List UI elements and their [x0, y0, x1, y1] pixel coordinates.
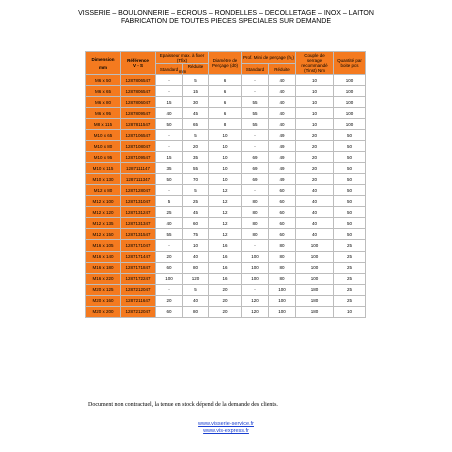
cell-epaisseur-standard: - — [156, 86, 183, 97]
table-row — [86, 185, 366, 196]
website-link-vis-express[interactable]: www.vis-express.fr — [203, 428, 249, 434]
cell-couple: 20 — [296, 174, 334, 185]
cell-reference: 1287171047 — [121, 240, 156, 251]
cell-profondeur-standard: - — [242, 284, 269, 295]
header-reference — [121, 52, 156, 75]
table-row — [86, 119, 366, 130]
document-header — [0, 10, 452, 26]
cell-quantite: 25 — [334, 251, 366, 262]
cell-couple: 10 — [296, 75, 334, 86]
table-row — [86, 306, 366, 317]
cell-profondeur-standard: - — [242, 240, 269, 251]
table-row — [86, 97, 366, 108]
cell-profondeur-standard: 80 — [242, 196, 269, 207]
header-row-1 — [86, 52, 366, 64]
cell-epaisseur-standard: - — [156, 185, 183, 196]
table-body — [86, 75, 366, 318]
table-row — [86, 75, 366, 86]
cell-epaisseur-standard: - — [156, 75, 183, 86]
specification-table — [85, 51, 366, 318]
cell-epaisseur-standard: 60 — [156, 306, 183, 317]
cell-profondeur-standard: 100 — [242, 273, 269, 284]
cell-couple: 100 — [296, 262, 334, 273]
cell-profondeur-reduite: 40 — [269, 75, 296, 86]
cell-epaisseur-standard: 25 — [156, 207, 183, 218]
cell-profondeur-reduite: 60 — [269, 229, 296, 240]
cell-dimension: M10 x 130 — [86, 174, 121, 185]
cell-diametre: 6 — [209, 86, 242, 97]
cell-epaisseur-reduite: 60 — [183, 218, 209, 229]
cell-reference: 1287108047 — [121, 141, 156, 152]
cell-epaisseur-standard: 15 — [156, 97, 183, 108]
cell-epaisseur-reduite: 20 — [183, 141, 209, 152]
disclaimer-note: Document non contractuel, la tenue en stock dépend de la demande des clients. — [88, 402, 278, 408]
header-profondeur: Prof. Mini de perçage (h₁) — [242, 52, 296, 64]
table-row — [86, 108, 366, 119]
cell-diametre: 12 — [209, 207, 242, 218]
cell-profondeur-standard: 55 — [242, 119, 269, 130]
cell-diametre: 8 — [209, 119, 242, 130]
cell-quantite: 100 — [334, 108, 366, 119]
header-epaisseur-reduite-label: Réduite — [187, 64, 204, 69]
cell-epaisseur-reduite: 5 — [183, 75, 209, 86]
cell-couple: 100 — [296, 273, 334, 284]
table-row — [86, 207, 366, 218]
table-row — [86, 174, 366, 185]
cell-dimension: M6 x 50 — [86, 75, 121, 86]
cell-reference: 1287811547 — [121, 119, 156, 130]
cell-epaisseur-reduite: 45 — [183, 207, 209, 218]
cell-diametre: 10 — [209, 174, 242, 185]
cell-diametre: 12 — [209, 229, 242, 240]
cell-couple: 10 — [296, 86, 334, 97]
cell-diametre: 6 — [209, 108, 242, 119]
cell-epaisseur-standard: - — [156, 240, 183, 251]
cell-epaisseur-standard: 35 — [156, 163, 183, 174]
cell-couple: 100 — [296, 240, 334, 251]
cell-profondeur-reduite: 80 — [269, 262, 296, 273]
cell-quantite: 10 — [334, 306, 366, 317]
cell-dimension: M16 x 140 — [86, 251, 121, 262]
cell-profondeur-standard: 55 — [242, 108, 269, 119]
cell-dimension: M12 x 150 — [86, 229, 121, 240]
cell-profondeur-standard: 55 — [242, 97, 269, 108]
cell-dimension: M12 x 135 — [86, 218, 121, 229]
cell-profondeur-standard: 80 — [242, 229, 269, 240]
cell-diametre: 20 — [209, 306, 242, 317]
cell-epaisseur-standard: 60 — [156, 262, 183, 273]
table-row — [86, 130, 366, 141]
cell-diametre: 10 — [209, 152, 242, 163]
cell-quantite: 50 — [334, 130, 366, 141]
cell-profondeur-standard: - — [242, 75, 269, 86]
cell-reference: 1287131047 — [121, 196, 156, 207]
cell-couple: 40 — [296, 207, 334, 218]
cell-profondeur-standard: 80 — [242, 207, 269, 218]
cell-profondeur-standard: - — [242, 141, 269, 152]
cell-diametre: 12 — [209, 185, 242, 196]
header-dimension-unit: mm — [98, 64, 107, 70]
table-row — [86, 240, 366, 251]
cell-reference: 1287212047 — [121, 306, 156, 317]
cell-couple: 180 — [296, 306, 334, 317]
header-reference-label: Référence — [127, 58, 149, 63]
cell-profondeur-reduite: 60 — [269, 218, 296, 229]
cell-profondeur-standard: 120 — [242, 295, 269, 306]
cell-epaisseur-standard: - — [156, 130, 183, 141]
cell-quantite: 50 — [334, 185, 366, 196]
cell-dimension: M6 x 80 — [86, 97, 121, 108]
cell-quantite: 100 — [334, 86, 366, 97]
website-link-visserie-service[interactable]: www.visserie-service.fr — [198, 421, 254, 427]
cell-profondeur-reduite: 60 — [269, 185, 296, 196]
cell-couple: 180 — [296, 295, 334, 306]
table-row — [86, 273, 366, 284]
header-couple: Couple de serrage recommandé (Tinst) Nm — [296, 52, 334, 75]
cell-couple: 40 — [296, 229, 334, 240]
cell-epaisseur-reduite: 40 — [183, 251, 209, 262]
cell-reference: 1287806547 — [121, 86, 156, 97]
cell-profondeur-reduite: 80 — [269, 240, 296, 251]
cell-epaisseur-reduite: 35 — [183, 152, 209, 163]
cell-dimension: M16 x 180 — [86, 262, 121, 273]
table-row — [86, 196, 366, 207]
table-row — [86, 141, 366, 152]
cell-profondeur-standard: 80 — [242, 218, 269, 229]
cell-dimension: M6 x 65 — [86, 86, 121, 97]
cell-diametre: 16 — [209, 240, 242, 251]
header-dimension — [86, 52, 121, 75]
cell-quantite: 50 — [334, 174, 366, 185]
cell-epaisseur-reduite: 10 — [183, 240, 209, 251]
cell-dimension: M6 x 95 — [86, 108, 121, 119]
cell-reference: 1287106547 — [121, 130, 156, 141]
cell-reference: 1287806047 — [121, 97, 156, 108]
cell-epaisseur-reduite: 80 — [183, 262, 209, 273]
cell-epaisseur-standard: - — [156, 141, 183, 152]
cell-epaisseur-standard: 20 — [156, 295, 183, 306]
cell-dimension: M16 x 105 — [86, 240, 121, 251]
website-links — [0, 421, 452, 435]
cell-diametre: 20 — [209, 295, 242, 306]
cell-epaisseur-standard: 20 — [156, 251, 183, 262]
cell-quantite: 50 — [334, 152, 366, 163]
cell-reference: 1287111347 — [121, 174, 156, 185]
cell-couple: 180 — [296, 284, 334, 295]
cell-quantite: 25 — [334, 262, 366, 273]
cell-profondeur-reduite: 100 — [269, 295, 296, 306]
cell-profondeur-standard: 69 — [242, 152, 269, 163]
cell-diametre: 12 — [209, 196, 242, 207]
cell-profondeur-reduite: 40 — [269, 108, 296, 119]
cell-diametre: 10 — [209, 141, 242, 152]
cell-diametre: 6 — [209, 97, 242, 108]
cell-profondeur-reduite: 49 — [269, 130, 296, 141]
cell-reference: 1287128047 — [121, 185, 156, 196]
cell-profondeur-standard: - — [242, 185, 269, 196]
cell-epaisseur-standard: 100 — [156, 273, 183, 284]
cell-dimension: M12 x 80 — [86, 185, 121, 196]
cell-couple: 20 — [296, 130, 334, 141]
cell-dimension: M10 x 65 — [86, 130, 121, 141]
cell-profondeur-reduite: 40 — [269, 86, 296, 97]
table-row — [86, 152, 366, 163]
cell-dimension: M12 x 120 — [86, 207, 121, 218]
cell-profondeur-reduite: 80 — [269, 251, 296, 262]
table-row — [86, 86, 366, 97]
cell-profondeur-standard: 100 — [242, 262, 269, 273]
table-row — [86, 295, 366, 306]
table-row — [86, 218, 366, 229]
cell-profondeur-standard: 69 — [242, 174, 269, 185]
cell-epaisseur-standard: 15 — [156, 152, 183, 163]
cell-diametre: 16 — [209, 251, 242, 262]
cell-quantite: 50 — [334, 229, 366, 240]
cell-epaisseur-standard: 5 — [156, 196, 183, 207]
cell-reference: 1287171847 — [121, 262, 156, 273]
cell-reference: 1287809547 — [121, 108, 156, 119]
cell-quantite: 50 — [334, 141, 366, 152]
cell-quantite: 100 — [334, 119, 366, 130]
cell-reference: 1287131547 — [121, 229, 156, 240]
cell-dimension: M10 x 80 — [86, 141, 121, 152]
header-quantite: Quantité par boite pcs — [334, 52, 366, 75]
cell-epaisseur-reduite: 5 — [183, 130, 209, 141]
cell-couple: 40 — [296, 218, 334, 229]
cell-quantite: 100 — [334, 97, 366, 108]
table-row — [86, 262, 366, 273]
cell-reference: 1287109547 — [121, 152, 156, 163]
cell-quantite: 50 — [334, 196, 366, 207]
cell-profondeur-standard: - — [242, 86, 269, 97]
cell-dimension: M20 x 125 — [86, 284, 121, 295]
cell-diametre: 12 — [209, 218, 242, 229]
cell-epaisseur-reduite: 80 — [183, 306, 209, 317]
cell-profondeur-standard: 69 — [242, 163, 269, 174]
cell-quantite: 50 — [334, 218, 366, 229]
header-dimension-label: Dimension — [91, 56, 115, 62]
cell-epaisseur-reduite: 65 — [183, 119, 209, 130]
cell-profondeur-standard: 120 — [242, 306, 269, 317]
cell-reference: 1287211647 — [121, 295, 156, 306]
header-diametre: Diamètre de Perçage (d0) — [209, 52, 242, 75]
cell-epaisseur-reduite: 70 — [183, 174, 209, 185]
cell-reference: 1287131247 — [121, 207, 156, 218]
cell-couple: 40 — [296, 185, 334, 196]
header-line-2: FABRICATION DE TOUTES PIECES SPECIALES SUR DEMANDE — [120, 18, 332, 25]
cell-epaisseur-standard: 50 — [156, 119, 183, 130]
cell-epaisseur-reduite: 15 — [183, 86, 209, 97]
cell-reference: 1287111147 — [121, 163, 156, 174]
cell-profondeur-reduite: 49 — [269, 141, 296, 152]
cell-diametre: 10 — [209, 130, 242, 141]
header-line-1: VISSERIE – BOULONNERIE – ECROUS – RONDELLES – DECOLLETAGE – INOX – LAITON — [78, 10, 374, 17]
cell-quantite: 25 — [334, 295, 366, 306]
cell-dimension: M10 x 115 — [86, 163, 121, 174]
cell-quantite: 25 — [334, 273, 366, 284]
cell-profondeur-reduite: 49 — [269, 152, 296, 163]
cell-diametre: 6 — [209, 75, 242, 86]
cell-diametre: 16 — [209, 273, 242, 284]
cell-profondeur-reduite: 40 — [269, 97, 296, 108]
header-profondeur-standard: Standard — [242, 64, 269, 75]
cell-quantite: 50 — [334, 163, 366, 174]
cell-profondeur-standard: 100 — [242, 251, 269, 262]
table-row — [86, 284, 366, 295]
cell-profondeur-standard: - — [242, 130, 269, 141]
cell-profondeur-reduite: 100 — [269, 284, 296, 295]
cell-dimension: M20 x 200 — [86, 306, 121, 317]
cell-epaisseur-reduite: 25 — [183, 196, 209, 207]
cell-epaisseur-reduite: 30 — [183, 97, 209, 108]
cell-epaisseur-standard: 40 — [156, 218, 183, 229]
cell-dimension: M16 x 220 — [86, 273, 121, 284]
cell-diametre: 16 — [209, 262, 242, 273]
cell-quantite: 25 — [334, 240, 366, 251]
cell-couple: 10 — [296, 97, 334, 108]
cell-couple: 20 — [296, 163, 334, 174]
cell-quantite: 50 — [334, 207, 366, 218]
header-epaisseur-reduite — [178, 64, 209, 75]
cell-profondeur-reduite: 49 — [269, 163, 296, 174]
cell-epaisseur-reduite: 45 — [183, 108, 209, 119]
table-row — [86, 163, 366, 174]
cell-reference: 1287806547 — [121, 75, 156, 86]
cell-epaisseur-standard: 50 — [156, 174, 183, 185]
header-profondeur-reduite: Réduite — [269, 64, 296, 75]
header-reference-sub: V - S — [132, 63, 143, 68]
cell-quantite: 100 — [334, 75, 366, 86]
cell-dimension: M10 x 95 — [86, 152, 121, 163]
cell-epaisseur-standard: 40 — [156, 108, 183, 119]
header-epaisseur-unit: mm — [178, 69, 187, 74]
table-row — [86, 229, 366, 240]
cell-quantite: 25 — [334, 284, 366, 295]
cell-epaisseur-reduite: 5 — [183, 284, 209, 295]
cell-dimension: M20 x 160 — [86, 295, 121, 306]
cell-dimension: M12 x 100 — [86, 196, 121, 207]
cell-diametre: 20 — [209, 284, 242, 295]
cell-profondeur-reduite: 80 — [269, 273, 296, 284]
cell-reference: 1287172247 — [121, 273, 156, 284]
cell-reference: 1287131347 — [121, 218, 156, 229]
cell-diametre: 10 — [209, 163, 242, 174]
table-header — [86, 52, 366, 75]
cell-couple: 10 — [296, 108, 334, 119]
cell-epaisseur-reduite: 5 — [183, 185, 209, 196]
cell-epaisseur-reduite: 40 — [183, 295, 209, 306]
cell-reference: 1287171447 — [121, 251, 156, 262]
table-row — [86, 251, 366, 262]
cell-couple: 10 — [296, 119, 334, 130]
cell-epaisseur-reduite: 120 — [183, 273, 209, 284]
cell-profondeur-reduite: 40 — [269, 119, 296, 130]
cell-reference: 1287212047 — [121, 284, 156, 295]
header-epaisseur: Epaisseur max. à fixer (Tfix) — [156, 52, 209, 64]
cell-epaisseur-reduite: 75 — [183, 229, 209, 240]
cell-epaisseur-standard: - — [156, 284, 183, 295]
cell-profondeur-reduite: 100 — [269, 306, 296, 317]
cell-profondeur-reduite: 49 — [269, 174, 296, 185]
cell-profondeur-reduite: 60 — [269, 207, 296, 218]
cell-epaisseur-reduite: 55 — [183, 163, 209, 174]
cell-couple: 100 — [296, 251, 334, 262]
cell-dimension: M8 x 115 — [86, 119, 121, 130]
cell-couple: 20 — [296, 152, 334, 163]
cell-profondeur-reduite: 60 — [269, 196, 296, 207]
cell-couple: 20 — [296, 141, 334, 152]
cell-couple: 40 — [296, 196, 334, 207]
header-epaisseur-standard-label: Standard — [159, 66, 179, 72]
cell-epaisseur-standard: 55 — [156, 229, 183, 240]
